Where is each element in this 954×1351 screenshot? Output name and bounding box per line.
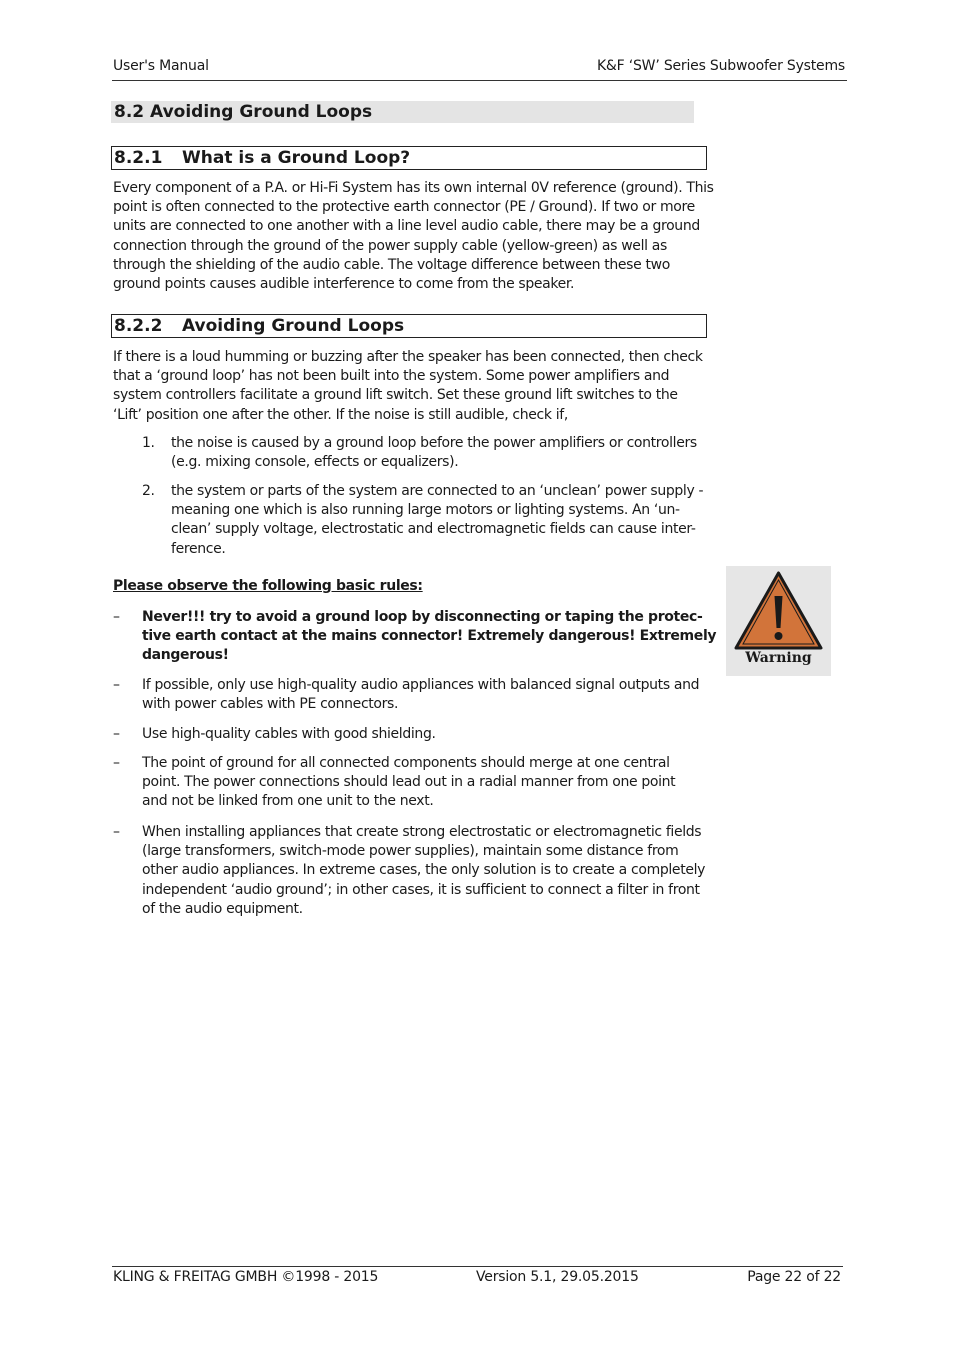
text-line: Every component of a P.A. or Hi-Fi System has its own internal 0V reference (ground). This <box>113 180 714 196</box>
footer-version: Version 5.1, 29.05.2015 <box>476 1269 639 1285</box>
subsection-heading-1 <box>111 146 707 170</box>
text-line: point. The power connections should lead out in a radial manner from one point <box>142 774 676 791</box>
bullet-dash: – <box>113 755 120 771</box>
text-line: ground points causes audible interference to come from the speaker. <box>113 276 575 293</box>
text-line: through the shielding of the audio cable. The voltage difference between these two <box>113 256 670 273</box>
paragraph-ground-loop <box>113 179 713 294</box>
numbered-item-1 <box>142 434 712 474</box>
text-line: ference. <box>171 540 226 557</box>
warning-box <box>726 566 831 676</box>
subsection-title: Avoiding Ground Loops <box>182 316 405 336</box>
text-line: meaning one which is also running large motors or lighting systems. An ‘un- <box>171 502 680 519</box>
text-line: (e.g. mixing console, effects or equalizers). <box>171 454 459 471</box>
list-number: 2. <box>142 483 155 499</box>
footer-page-number: Page 22 of 22 <box>747 1269 841 1285</box>
subsection-number: 8.2.2 <box>114 316 163 336</box>
warning-label: Warning <box>745 650 812 666</box>
rules-heading: Please observe the following basic rules: <box>113 578 423 594</box>
warning-triangle-icon <box>726 566 831 650</box>
rule-item-1 <box>113 608 717 668</box>
text-line: ‘Lift’ position one after the other. If the noise is still audible, check if, <box>113 406 568 423</box>
text-line: When installing appliances that create strong electrostatic or electromagnetic fields <box>142 824 702 840</box>
bullet-dash: – <box>113 726 120 742</box>
text-line: that a ‘ground loop’ has not been built into the system. Some power amplifiers and <box>113 368 670 385</box>
text-line: units are connected to one another with a line level audio cable, there may be a ground <box>113 218 700 235</box>
header-right: K&F ‘SW’ Series Subwoofer Systems <box>596 58 845 74</box>
text-line: tive earth contact at the mains connector! Extremely dangerous! Extremely <box>142 628 717 645</box>
text-line: Use high-quality cables with good shielding. <box>142 726 436 742</box>
text-line: The point of ground for all connected components should merge at one central <box>142 755 670 771</box>
rule-item-5 <box>113 823 713 923</box>
rule-item-4 <box>113 754 713 814</box>
text-line: If possible, only use high-quality audio appliances with balanced signal outputs and <box>142 677 700 693</box>
paragraph-avoiding <box>113 348 713 425</box>
rule-item-3 <box>113 725 713 745</box>
footer-divider <box>112 1266 843 1267</box>
text-line: the system or parts of the system are connected to an ‘unclean’ power supply - <box>171 483 704 499</box>
text-line: Never!!! try to avoid a ground loop by disconnecting or taping the protec- <box>142 609 703 625</box>
text-line: the noise is caused by a ground loop before the power amplifiers or controllers <box>171 435 697 451</box>
text-line: with power cables with PE connectors. <box>142 696 399 713</box>
text-line: If there is a loud humming or buzzing after the speaker has been connected, then check <box>113 349 703 365</box>
header-divider <box>112 80 847 81</box>
text-line: connection through the ground of the power supply cable (yellow-green) as well as <box>113 237 667 254</box>
text-line: and not be linked from one unit to the next. <box>142 793 434 810</box>
list-number: 1. <box>142 435 155 451</box>
subsection-number: 8.2.1 <box>114 148 163 168</box>
header-left: User's Manual <box>113 58 209 74</box>
text-line: other audio appliances. In extreme cases, the only solution is to create a completely <box>142 862 706 879</box>
bullet-dash: – <box>113 677 120 693</box>
text-line: point is often connected to the protective earth connector (PE / Ground). If two or more <box>113 199 695 216</box>
text-line: (large transformers, switch-mode power supplies), maintain some distance from <box>142 843 679 860</box>
bullet-dash: – <box>113 609 120 625</box>
text-line: of the audio equipment. <box>142 900 303 917</box>
rule-item-2 <box>113 676 713 716</box>
text-line: system controllers facilitate a ground lift switch. Set these ground lift switches to the <box>113 387 678 404</box>
numbered-item-2 <box>142 482 712 562</box>
text-line: independent ‘audio ground’; in other cases, it is sufficient to connect a filter in front <box>142 881 700 898</box>
subsection-heading-2 <box>111 314 707 338</box>
subsection-title: What is a Ground Loop? <box>182 148 411 168</box>
footer-copyright: KLING & FREITAG GMBH ©1998 - 2015 <box>113 1269 379 1285</box>
bullet-dash: – <box>113 824 120 840</box>
section-title: 8.2 Avoiding Ground Loops <box>111 101 694 123</box>
text-line: dangerous! <box>142 647 229 664</box>
text-line: clean’ supply voltage, electrostatic and electromagnetic fields can cause inter- <box>171 521 696 538</box>
